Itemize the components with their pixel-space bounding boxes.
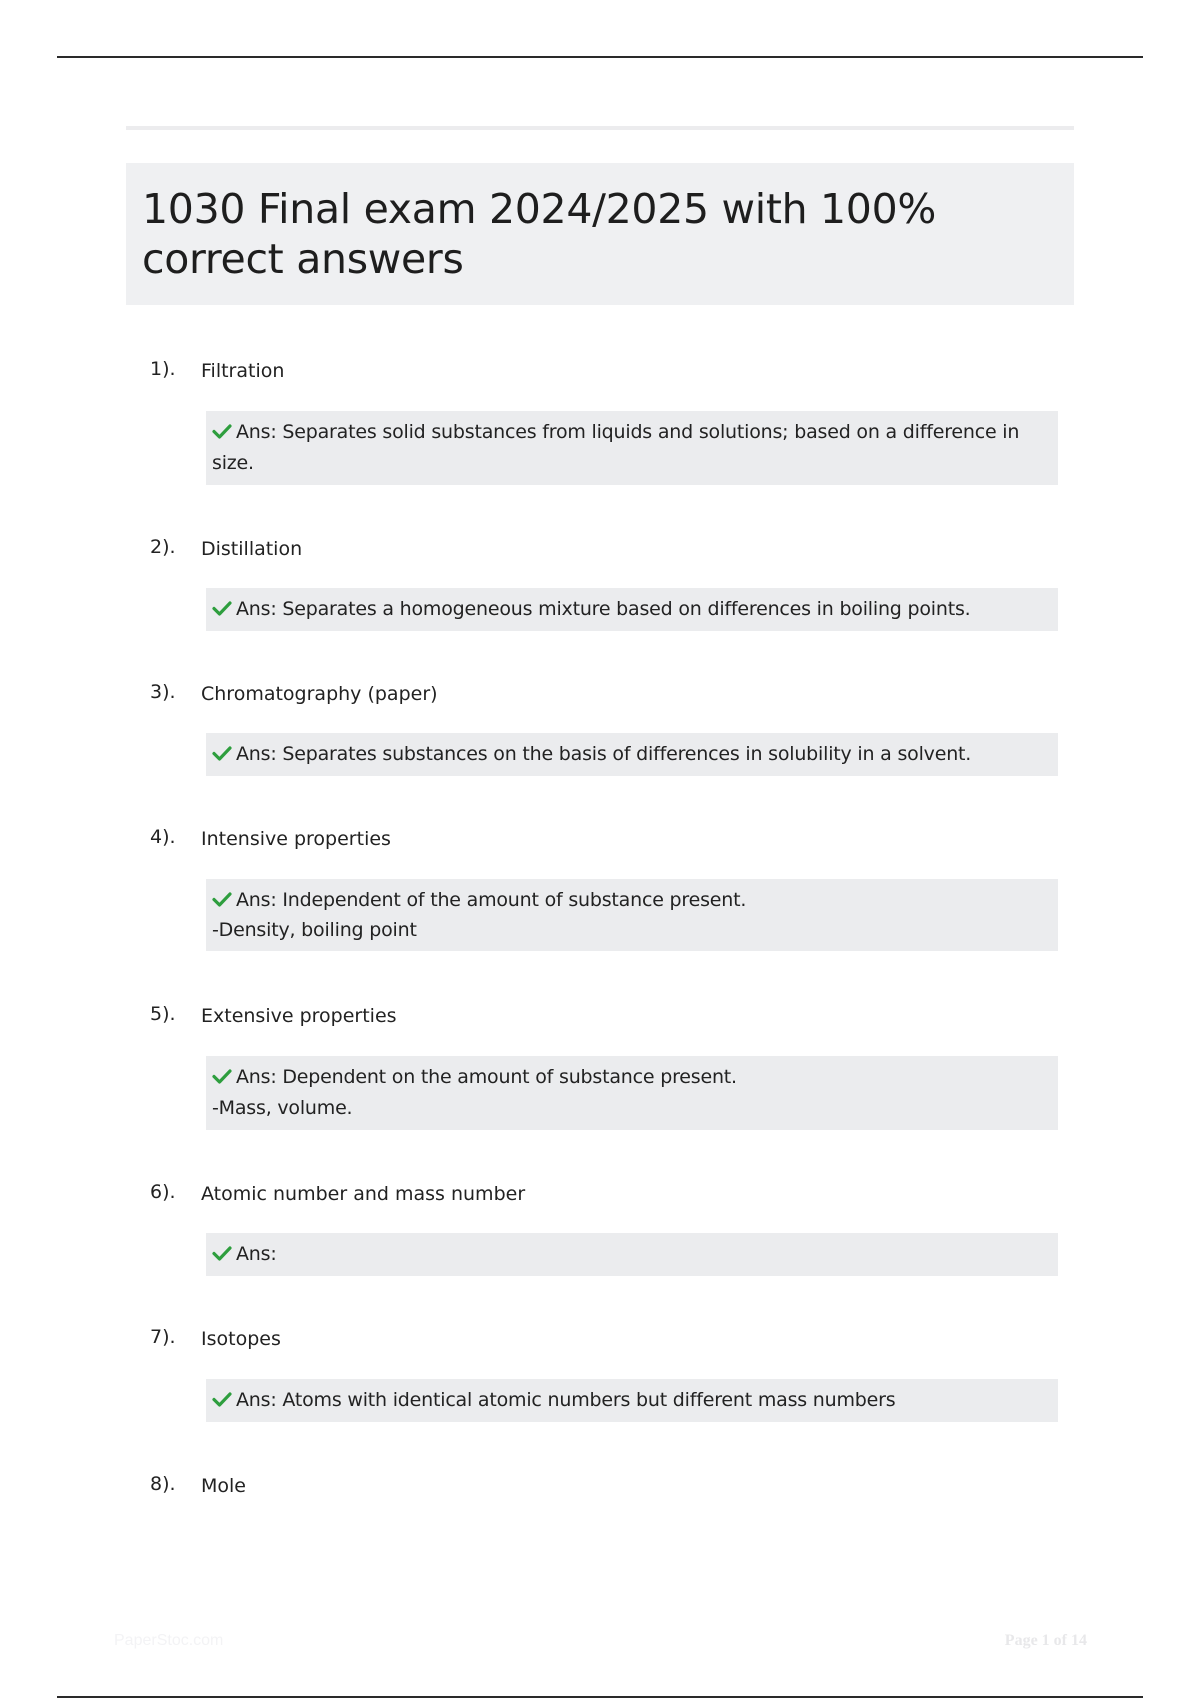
check-icon <box>212 1389 232 1409</box>
page-title: 1030 Final exam 2024/2025 with 100% correct answers <box>142 185 937 283</box>
check-icon <box>212 1243 232 1263</box>
footer-watermark: PaperStoc.com <box>114 1632 224 1649</box>
answer-box <box>206 411 1058 485</box>
answer-line: Ans: Separates substances on the basis of differences in solubility in a solvent. <box>212 739 1046 770</box>
question-term: Intensive properties <box>201 828 391 850</box>
question-number: 2). <box>150 536 176 558</box>
title-banner <box>126 163 1074 305</box>
check-icon <box>212 421 232 441</box>
question-number: 4). <box>150 826 176 848</box>
question-term: Mole <box>201 1475 246 1497</box>
answer-line: size. <box>212 452 254 474</box>
question-number: 3). <box>150 681 176 703</box>
bottom-rule <box>57 1696 1143 1698</box>
answer-line: -Mass, volume. <box>212 1097 353 1119</box>
answer-box <box>206 588 1058 631</box>
answer-line: -Density, boiling point <box>212 919 417 941</box>
answer-box <box>206 1233 1058 1276</box>
answer-box <box>206 733 1058 776</box>
answer-line: Ans: Independent of the amount of substance present. <box>212 885 1046 915</box>
question-term: Extensive properties <box>201 1005 397 1027</box>
header-divider <box>126 126 1074 130</box>
question-term: Chromatography (paper) <box>201 683 438 705</box>
check-icon <box>212 598 232 618</box>
question-number: 6). <box>150 1181 176 1203</box>
check-icon <box>212 743 232 763</box>
question-number: 8). <box>150 1473 176 1495</box>
top-rule <box>57 56 1143 58</box>
question-number: 1). <box>150 358 176 380</box>
question-number: 5). <box>150 1003 176 1025</box>
answer-box <box>206 1056 1058 1130</box>
answer-line: Ans: Atoms with identical atomic numbers but different mass numbers <box>212 1385 1046 1416</box>
answer-box <box>206 879 1058 951</box>
page-number: Page 1 of 14 <box>1004 1632 1087 1649</box>
answer-line: Ans: Separates solid substances from liquids and solutions; based on a difference in <box>212 417 1046 448</box>
check-icon <box>212 1066 232 1086</box>
answer-line: Ans: Dependent on the amount of substance present. <box>212 1062 1046 1093</box>
question-term: Distillation <box>201 538 303 560</box>
question-term: Filtration <box>201 360 285 382</box>
check-icon <box>212 889 232 909</box>
question-term: Isotopes <box>201 1328 281 1350</box>
answer-line: Ans: Separates a homogeneous mixture based on differences in boiling points. <box>212 594 1046 625</box>
answer-line: Ans: <box>212 1239 1046 1270</box>
question-number: 7). <box>150 1326 176 1348</box>
question-term: Atomic number and mass number <box>201 1183 526 1205</box>
answer-box <box>206 1379 1058 1422</box>
